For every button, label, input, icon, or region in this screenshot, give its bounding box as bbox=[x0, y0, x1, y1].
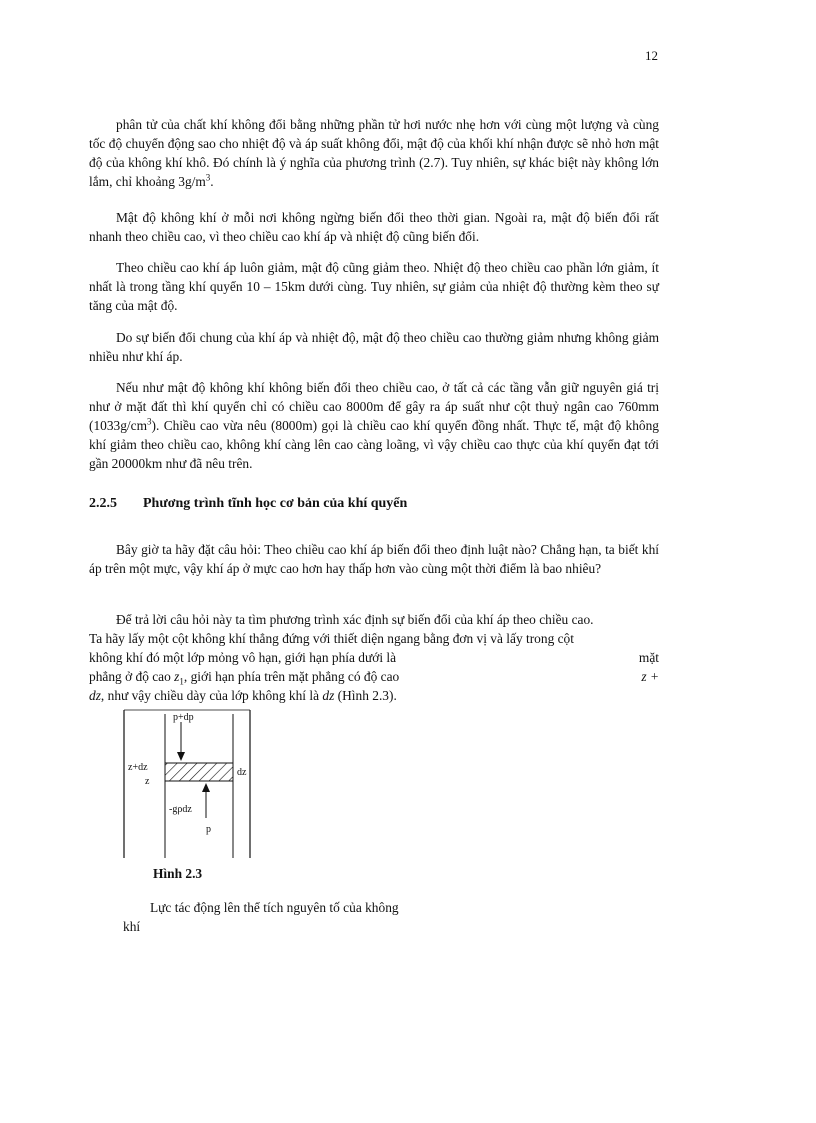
label-z: z bbox=[145, 776, 150, 787]
paragraph-7: Để trả lời câu hỏi này ta tìm phương trình xác định sự biến đổi của khí áp theo chiều cao. Ta hãy lấy một cột không khí thẳng đứng với thiết diện ngang bằng đơn vị và lấy trong cột không khí đó một lớp mỏng vô hạn, giới hạn phía dưới là mặt phẳng ở độ cao $z_1$, giới hạn phía trên mặt phẳng có độ cao z + dz, như vậy chiều dày của lớp không khí là dz (Hình 2.3). bbox=[89, 612, 659, 703]
air-layer-hatched bbox=[165, 763, 233, 781]
page-number: 12 bbox=[645, 48, 658, 63]
paragraph-3: Theo chiều cao khí áp luôn giảm, mật độ cũng giảm theo. Nhiệt độ theo chiều cao phần lớn giảm, ít nhất là trong tầng khí quyển 10 – 15km dưới cùng. Tuy nhiên, sự giảm của nhiệt độ thường kèm theo sự tăng của mật độ. bbox=[89, 260, 659, 313]
paragraph-2: Mật độ không khí ở mỗi nơi không ngừng biến đổi theo thời gian. Ngoài ra, mật độ biến đổi rất nhanh theo chiều cao, vì theo chiều cao khí áp và nhiệt độ cũng biến đổi. bbox=[89, 210, 659, 244]
figure-caption-title: Hình 2.3 bbox=[153, 866, 203, 881]
label-p: p bbox=[206, 824, 211, 835]
paragraph-1: phân tử của chất khí không đổi bằng những phần tử hơi nước nhẹ hơn với cùng một lượng và cùng tốc độ chuyển động sao cho nhiệt độ và áp suất không đổi, mật độ của khối khí nhận được sẽ nhỏ hơn mật độ của không khí khô. Đó chính là ý nghĩa của phương trình (2.7). Tuy nhiên, sự khác biệt này không lớn lắm, chỉ khoảng $3g/m^3$. bbox=[89, 117, 659, 189]
paragraph-6: Bây giờ ta hãy đặt câu hỏi: Theo chiều cao khí áp biến đổi theo định luật nào? Chẳng hạn, ta biết khí áp trên một mực, vậy khí áp ở mực cao hơn hay thấp hơn vào cùng một thời điểm là bao nhiêu? bbox=[89, 542, 659, 576]
figure-caption-description: Lực tác động lên thể tích nguyên tố của không khí bbox=[123, 900, 399, 934]
label-dz: dz bbox=[237, 767, 247, 778]
section-title: Phương trình tĩnh học cơ bản của khí quyển bbox=[143, 496, 408, 511]
paragraph-4: Do sự biến đổi chung của khí áp và nhiệt độ, mật độ theo chiều cao thường giảm nhưng không giảm nhiều như khí áp. bbox=[89, 330, 659, 364]
figure-2-3-diagram bbox=[123, 708, 253, 858]
section-heading bbox=[89, 496, 407, 512]
label-p-plus-dp: p+dp bbox=[173, 712, 194, 723]
paragraph-5: Nếu như mật độ không khí không biến đổi theo chiều cao, ở tất cả các tầng vẫn giữ nguyên giá trị như ở mặt đất thì khí quyển chỉ có chiều cao 8000m để gây ra áp suất như cột thuỷ ngân cao 760mm $(1033g/cm^3)$. Chiều cao vừa nêu (8000m) gọi là chiều cao khí quyển đồng nhất. Thực tế, mật độ không khí giảm theo chiều cao, không khí càng lên cao càng loãng, vì vậy chiều cao thực của khí quyển đạt tới gần 20000km như đã nêu trên. bbox=[89, 380, 659, 471]
label-z-plus-dz: z+dz bbox=[128, 762, 148, 773]
label-gravity-force: -gρdz bbox=[169, 804, 192, 815]
section-number: 2.2.5 bbox=[89, 496, 117, 511]
arrow-up-head bbox=[202, 783, 210, 792]
arrow-down-head bbox=[177, 752, 185, 761]
